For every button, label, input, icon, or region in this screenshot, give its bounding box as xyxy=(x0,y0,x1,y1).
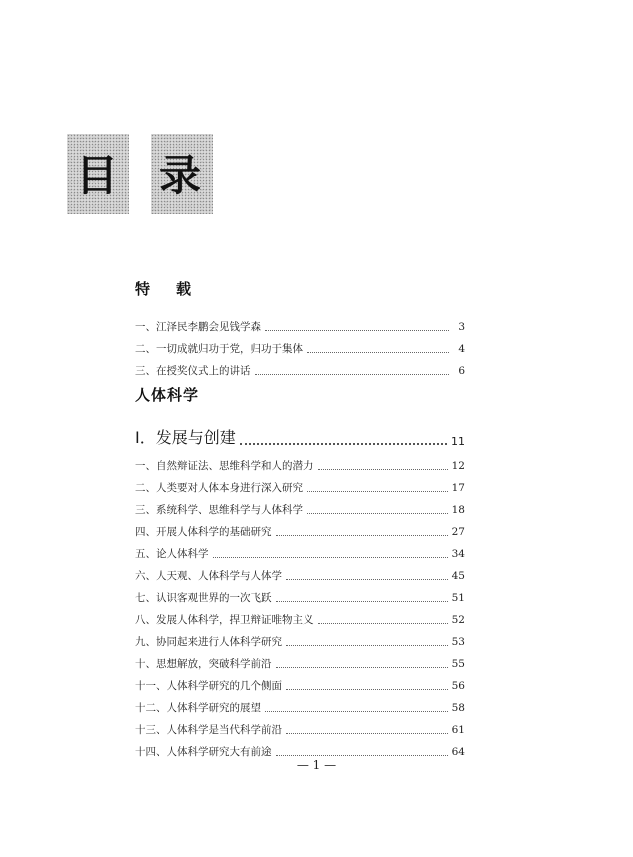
toc-entry-label: 三、系统科学、思维科学与人体科学 xyxy=(135,504,303,516)
toc-entry[interactable] xyxy=(135,495,465,517)
toc-entry-page: 12 xyxy=(451,460,465,472)
leader-dots xyxy=(318,468,448,470)
toc-entry-label: 二、一切成就归功于党，归功于集体 xyxy=(135,343,303,355)
toc-entry-page: 4 xyxy=(458,343,465,355)
toc-entry-page: 58 xyxy=(451,702,465,714)
page-number: — 1 — xyxy=(296,758,337,772)
toc-entry-label: 十二、人体科学研究的展望 xyxy=(135,702,261,714)
chapter-heading[interactable] xyxy=(135,425,465,448)
section-heading-special: 特载 xyxy=(135,280,218,298)
toc-entry-page: 6 xyxy=(458,365,465,377)
leader-dots xyxy=(286,732,448,734)
toc-entry[interactable] xyxy=(135,539,465,561)
toc-list-special xyxy=(135,312,465,378)
leader-dots xyxy=(265,710,448,712)
toc-entry-page: 45 xyxy=(451,570,465,582)
toc-entry-label: 四、开展人体科学的基础研究 xyxy=(135,526,272,538)
toc-entry-label: 一、自然辩证法、思维科学和人的潜力 xyxy=(135,460,314,472)
toc-entry[interactable] xyxy=(135,312,465,334)
leader-dots xyxy=(276,600,448,602)
toc-entry-page: 64 xyxy=(451,746,465,758)
toc-entry[interactable] xyxy=(135,605,465,627)
leader-dots xyxy=(286,644,448,646)
leader-dots xyxy=(307,512,448,514)
toc-entry-page: 34 xyxy=(451,548,465,560)
toc-entry-label: 十三、人体科学是当代科学前沿 xyxy=(135,724,282,736)
leader-dots xyxy=(307,351,449,353)
toc-entry[interactable] xyxy=(135,451,465,473)
toc-entry[interactable] xyxy=(135,693,465,715)
toc-entry[interactable] xyxy=(135,671,465,693)
toc-entry-label: 一、江泽民李鹏会见钱学森 xyxy=(135,321,261,333)
toc-entry[interactable] xyxy=(135,583,465,605)
toc-entry-label: 三、在授奖仪式上的讲话 xyxy=(135,365,251,377)
toc-entry[interactable] xyxy=(135,715,465,737)
toc-entry-label: 五、论人体科学 xyxy=(135,548,209,560)
toc-entry-label: 十四、人体科学研究大有前途 xyxy=(135,746,272,758)
leader-dots xyxy=(255,373,450,375)
toc-entry[interactable] xyxy=(135,334,465,356)
leader-dots xyxy=(240,442,447,445)
leader-dots xyxy=(213,556,448,558)
toc-entry-label: 九、协同起来进行人体科学研究 xyxy=(135,636,282,648)
toc-entry[interactable] xyxy=(135,517,465,539)
leader-dots xyxy=(286,578,448,580)
toc-entry-label: 十一、人体科学研究的几个侧面 xyxy=(135,680,282,692)
leader-dots xyxy=(276,666,448,668)
toc-entry-label: 二、人类要对人体本身进行深入研究 xyxy=(135,482,303,494)
leader-dots xyxy=(265,329,449,331)
leader-dots xyxy=(318,622,448,624)
toc-entry-page: 61 xyxy=(451,724,465,736)
toc-entry-label: 七、认识客观世界的一次飞跃 xyxy=(135,592,272,604)
toc-entry-page: 18 xyxy=(451,504,465,516)
toc-entry-page: 55 xyxy=(451,658,465,670)
page-title-char: 录 xyxy=(159,151,202,200)
chapter-label: Ⅰ．发展与创建 xyxy=(135,428,236,447)
toc-list-main xyxy=(135,451,465,759)
section-heading-human-science: 人体科学 xyxy=(135,386,200,404)
toc-entry-label: 十、思想解放，突破科学前沿 xyxy=(135,658,272,670)
toc-entry-page: 52 xyxy=(451,614,465,626)
toc-entry[interactable] xyxy=(135,561,465,583)
toc-entry[interactable] xyxy=(135,649,465,671)
leader-dots xyxy=(276,534,448,536)
toc-entry[interactable] xyxy=(135,737,465,759)
chapter-page: 11 xyxy=(451,435,465,448)
leader-dots xyxy=(307,490,448,492)
toc-entry-label: 六、人天观、人体科学与人体学 xyxy=(135,570,282,582)
toc-entry-page: 3 xyxy=(458,321,465,333)
toc-entry[interactable] xyxy=(135,473,465,495)
toc-entry-label: 八、发展人体科学，捍卫辩证唯物主义 xyxy=(135,614,314,626)
page-title-char: 目 xyxy=(76,151,119,200)
leader-dots xyxy=(286,688,448,690)
toc-entry-page: 27 xyxy=(451,526,465,538)
toc-entry-page: 53 xyxy=(451,636,465,648)
toc-entry[interactable] xyxy=(135,627,465,649)
toc-entry-page: 51 xyxy=(451,592,465,604)
toc-entry-page: 17 xyxy=(451,482,465,494)
leader-dots xyxy=(276,754,448,756)
toc-entry[interactable] xyxy=(135,356,465,378)
toc-entry-page: 56 xyxy=(451,680,465,692)
